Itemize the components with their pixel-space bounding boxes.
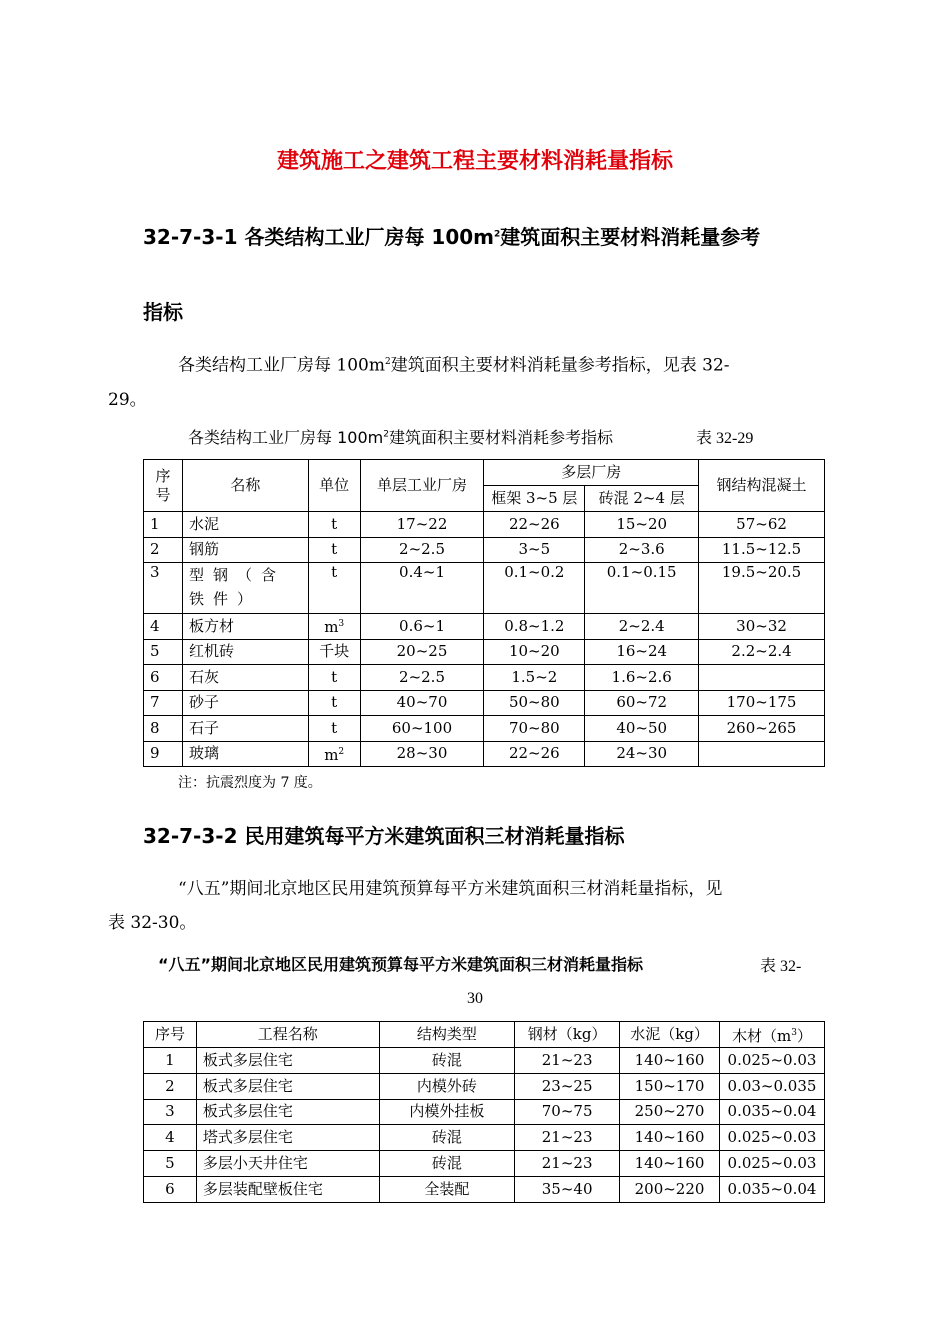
superscript: 2 xyxy=(383,429,389,440)
cell-name: 玻璃 xyxy=(182,741,308,767)
table-1-caption xyxy=(188,425,613,448)
cell-steel: 21~23 xyxy=(515,1151,620,1177)
cell-name: 红机砖 xyxy=(182,639,308,665)
material-table-2 xyxy=(143,1021,825,1203)
section-2-heading: 32-7-3-2 民用建筑每平方米建筑面积三材消耗量指标 xyxy=(143,824,625,848)
cell-unit: t xyxy=(308,665,360,691)
para-text-end: 表 32-30。 xyxy=(108,913,197,933)
header-wood xyxy=(720,1022,825,1048)
header-steel-concrete: 钢结构混凝土 xyxy=(699,460,825,512)
header-no: 序号 xyxy=(144,460,183,512)
cell-project-name: 多层装配壁板住宅 xyxy=(196,1176,379,1202)
section-1-heading xyxy=(143,221,760,250)
cell-name: 石子 xyxy=(182,716,308,742)
table-row xyxy=(144,1048,825,1074)
table-row xyxy=(144,690,825,716)
cell-brick: 24~30 xyxy=(585,741,699,767)
header-no: 序号 xyxy=(144,1022,197,1048)
cell-structure-type: 砖混 xyxy=(379,1125,515,1151)
cell-steel: 70~75 xyxy=(515,1099,620,1125)
header-project-name: 工程名称 xyxy=(196,1022,379,1048)
cell-no: 1 xyxy=(144,512,183,538)
cell-brick: 15~20 xyxy=(585,512,699,538)
cell-name: 石灰 xyxy=(182,665,308,691)
header-cement: 水泥（kg） xyxy=(620,1022,720,1048)
header-steel: 钢材（kg） xyxy=(515,1022,620,1048)
cell-structure-type: 内模外挂板 xyxy=(379,1099,515,1125)
cell-steel-concrete: 30~32 xyxy=(699,614,825,640)
cell-steel-concrete xyxy=(699,741,825,767)
header-multi-storey: 多层厂房 xyxy=(484,460,699,486)
table-row xyxy=(144,639,825,665)
cell-no: 2 xyxy=(144,537,183,563)
cell-single-storey: 2~2.5 xyxy=(360,665,484,691)
cell-frame: 0.8~1.2 xyxy=(484,614,585,640)
cell-brick: 16~24 xyxy=(585,639,699,665)
cell-steel-concrete: 19.5~20.5 xyxy=(699,563,825,614)
cell-no: 5 xyxy=(144,1151,197,1177)
superscript: 2 xyxy=(494,229,501,240)
cell-unit xyxy=(308,614,360,640)
cell-steel-concrete xyxy=(699,665,825,691)
superscript: 2 xyxy=(384,357,391,367)
cell-steel: 21~23 xyxy=(515,1048,620,1074)
header-single-storey: 单层工业厂房 xyxy=(360,460,484,512)
section-2-paragraph xyxy=(108,872,808,940)
cell-name: 砂子 xyxy=(182,690,308,716)
table-row xyxy=(144,1099,825,1125)
cell-no: 6 xyxy=(144,665,183,691)
table-1-number: 表 32-29 xyxy=(696,430,754,447)
superscript: 3 xyxy=(338,619,345,630)
cell-project-name: 塔式多层住宅 xyxy=(196,1125,379,1151)
cell-steel-concrete: 11.5~12.5 xyxy=(699,537,825,563)
table-2-number-cont: 30 xyxy=(467,990,483,1007)
table-row xyxy=(144,1125,825,1151)
cell-structure-type: 内模外砖 xyxy=(379,1073,515,1099)
cell-brick: 2~2.4 xyxy=(585,614,699,640)
cell-unit: t xyxy=(308,563,360,614)
cell-unit xyxy=(308,741,360,767)
cell-cement: 250~270 xyxy=(620,1099,720,1125)
table-row xyxy=(144,512,825,538)
cell-wood: 0.035~0.04 xyxy=(720,1099,825,1125)
cell-wood: 0.025~0.03 xyxy=(720,1151,825,1177)
cell-unit: 千块 xyxy=(308,639,360,665)
cell-project-name: 板式多层住宅 xyxy=(196,1099,379,1125)
header-name: 名称 xyxy=(182,460,308,512)
cell-steel-concrete: 57~62 xyxy=(699,512,825,538)
cell-brick: 60~72 xyxy=(585,690,699,716)
cell-no: 9 xyxy=(144,741,183,767)
cell-single-storey: 40~70 xyxy=(360,690,484,716)
cell-unit: t xyxy=(308,716,360,742)
cell-single-storey: 0.6~1 xyxy=(360,614,484,640)
cell-single-storey: 20~25 xyxy=(360,639,484,665)
cell-wood: 0.03~0.035 xyxy=(720,1073,825,1099)
table-row xyxy=(144,1073,825,1099)
unit-text: m xyxy=(324,745,339,764)
document-title: 建筑施工之建筑工程主要材料消耗量指标 xyxy=(276,149,673,174)
cell-steel-concrete: 2.2~2.4 xyxy=(699,639,825,665)
superscript: 3 xyxy=(791,1027,797,1038)
cell-steel-concrete: 170~175 xyxy=(699,690,825,716)
para-text: 各类结构工业厂房每 100m xyxy=(178,355,385,376)
cell-no: 4 xyxy=(144,1125,197,1151)
table-1-note: 注：抗震烈度为 7 度。 xyxy=(178,775,322,791)
cell-steel-concrete: 260~265 xyxy=(699,716,825,742)
heading-text-cont: 建筑面积主要材料消耗量参考 xyxy=(500,225,761,249)
wood-label: 木材（m xyxy=(732,1026,792,1045)
cell-single-storey: 0.4~1 xyxy=(360,563,484,614)
cell-single-storey: 60~100 xyxy=(360,716,484,742)
section-1-heading-cont: 指标 xyxy=(143,300,183,324)
caption-text-cont: 建筑面积主要材料消耗参考指标 xyxy=(388,428,613,447)
cell-structure-type: 砖混 xyxy=(379,1048,515,1074)
table-row xyxy=(144,563,825,614)
table-row xyxy=(144,716,825,742)
cell-frame: 0.1~0.2 xyxy=(484,563,585,614)
superscript: 2 xyxy=(338,746,345,757)
table-row xyxy=(144,665,825,691)
table-2-caption: “八五”期间北京地区民用建筑预算每平方米建筑面积三材消耗量指标 xyxy=(158,955,644,974)
material-table-1 xyxy=(143,459,825,767)
cell-steel: 35~40 xyxy=(515,1176,620,1202)
table-row xyxy=(144,1151,825,1177)
cell-structure-type: 砖混 xyxy=(379,1151,515,1177)
cell-no: 3 xyxy=(144,563,183,614)
header-structure-type: 结构类型 xyxy=(379,1022,515,1048)
cell-frame: 70~80 xyxy=(484,716,585,742)
para-text-cont: 建筑面积主要材料消耗量参考指标，见表 32- xyxy=(390,355,730,376)
cell-wood: 0.035~0.04 xyxy=(720,1176,825,1202)
cell-frame: 22~26 xyxy=(484,512,585,538)
cell-no: 4 xyxy=(144,614,183,640)
cell-single-storey: 2~2.5 xyxy=(360,537,484,563)
caption-text: 各类结构工业厂房每 100m xyxy=(188,428,384,447)
cell-single-storey: 28~30 xyxy=(360,741,484,767)
table-row xyxy=(144,741,825,767)
cell-structure-type: 全装配 xyxy=(379,1176,515,1202)
cell-no: 8 xyxy=(144,716,183,742)
cell-unit: t xyxy=(308,537,360,563)
cell-no: 7 xyxy=(144,690,183,716)
heading-text: 32-7-3-1 各类结构工业厂房每 100m xyxy=(143,225,494,249)
cell-brick: 1.6~2.6 xyxy=(585,665,699,691)
cell-name: 水泥 xyxy=(182,512,308,538)
cell-frame: 1.5~2 xyxy=(484,665,585,691)
cell-frame: 22~26 xyxy=(484,741,585,767)
cell-frame: 3~5 xyxy=(484,537,585,563)
cell-no: 2 xyxy=(144,1073,197,1099)
section-1-paragraph xyxy=(108,345,808,417)
cell-cement: 150~170 xyxy=(620,1073,720,1099)
table-row xyxy=(144,537,825,563)
cell-project-name: 多层小天井住宅 xyxy=(196,1151,379,1177)
para-text-end: 29。 xyxy=(108,389,147,410)
cell-brick: 40~50 xyxy=(585,716,699,742)
cell-name: 板方材 xyxy=(182,614,308,640)
unit-text: m xyxy=(324,618,339,637)
cell-steel: 21~23 xyxy=(515,1125,620,1151)
table-row xyxy=(144,614,825,640)
cell-cement: 140~160 xyxy=(620,1048,720,1074)
cell-project-name: 板式多层住宅 xyxy=(196,1073,379,1099)
cell-no: 1 xyxy=(144,1048,197,1074)
cell-steel: 23~25 xyxy=(515,1073,620,1099)
cell-unit: t xyxy=(308,512,360,538)
para-text: “八五”期间北京地区民用建筑预算每平方米建筑面积三材消耗量指标，见 xyxy=(178,879,723,899)
cell-project-name: 板式多层住宅 xyxy=(196,1048,379,1074)
cell-no: 3 xyxy=(144,1099,197,1125)
cell-frame: 10~20 xyxy=(484,639,585,665)
cell-cement: 200~220 xyxy=(620,1176,720,1202)
cell-no: 6 xyxy=(144,1176,197,1202)
cell-brick: 2~3.6 xyxy=(585,537,699,563)
table-row xyxy=(144,1176,825,1202)
wood-label-end: ） xyxy=(796,1026,812,1045)
cell-frame: 50~80 xyxy=(484,690,585,716)
header-brick: 砖混 2~4 层 xyxy=(585,486,699,512)
cell-name: 型钢（含铁件） xyxy=(182,563,308,614)
cell-single-storey: 17~22 xyxy=(360,512,484,538)
cell-name: 钢筋 xyxy=(182,537,308,563)
header-unit: 单位 xyxy=(308,460,360,512)
cell-wood: 0.025~0.03 xyxy=(720,1125,825,1151)
cell-brick: 0.1~0.15 xyxy=(585,563,699,614)
cell-cement: 140~160 xyxy=(620,1125,720,1151)
cell-wood: 0.025~0.03 xyxy=(720,1048,825,1074)
cell-no: 5 xyxy=(144,639,183,665)
header-frame: 框架 3~5 层 xyxy=(484,486,585,512)
cell-unit: t xyxy=(308,690,360,716)
table-2-number: 表 32- xyxy=(760,958,802,975)
cell-cement: 140~160 xyxy=(620,1151,720,1177)
